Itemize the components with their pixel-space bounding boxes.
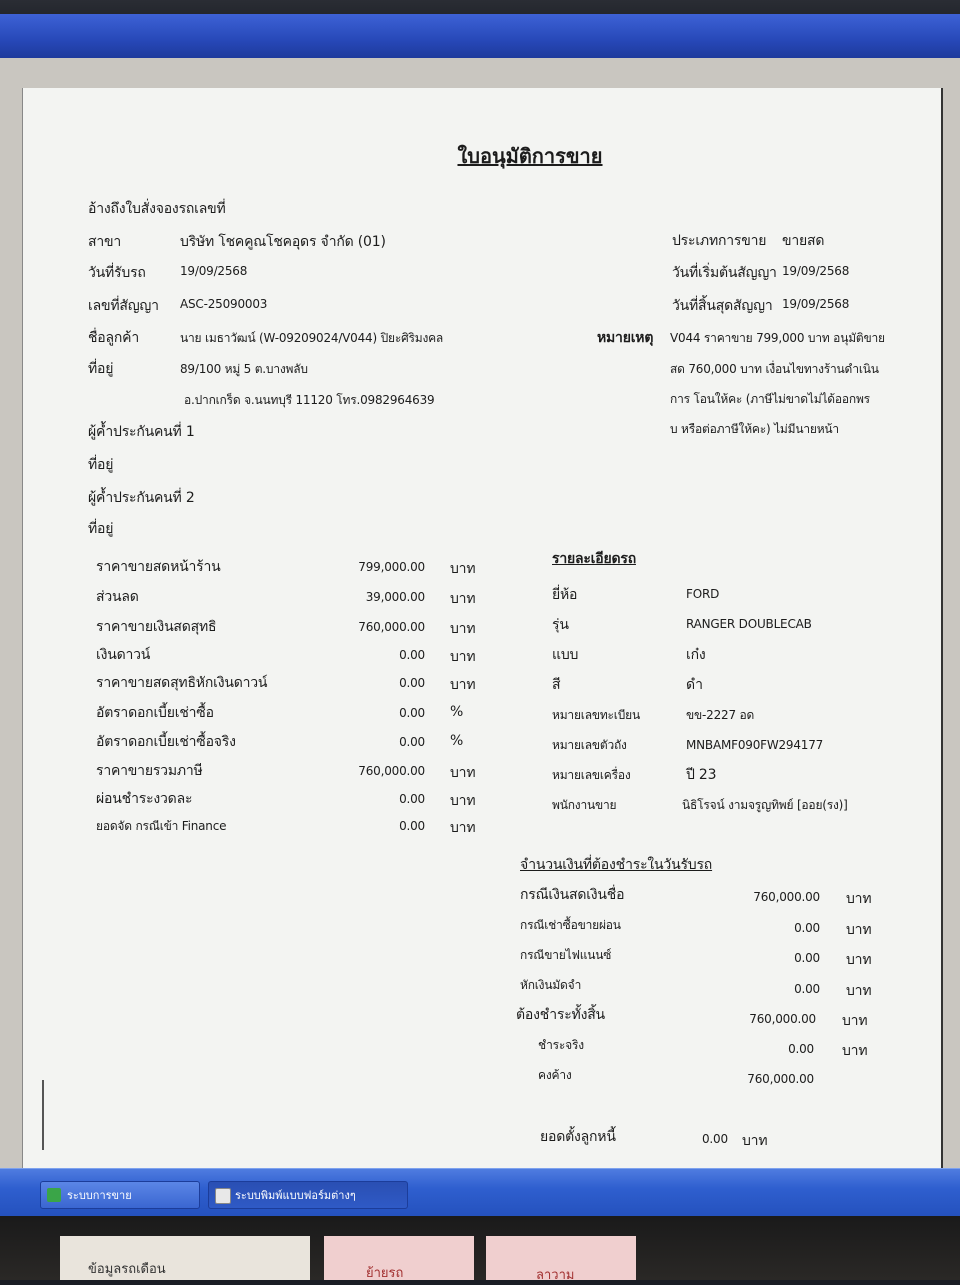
- price-unit: บาท: [450, 820, 476, 836]
- remark-label: หมายเหตุ: [597, 330, 654, 346]
- price-value: 0.00: [399, 706, 425, 720]
- price-label: ราคาขายสดหน้าร้าน: [96, 559, 221, 575]
- contract-start-label: วันที่เริ่มต้นสัญญา: [672, 265, 777, 281]
- remark-line: บ หรือต่อภาษีให้คะ) ไม่มีนายหน้า: [670, 422, 839, 436]
- price-unit: บาท: [450, 621, 476, 637]
- price-unit: บาท: [450, 765, 476, 781]
- car-detail-value: นิธิโรจน์ งามจรูญทิพย์ [ออย(รง)]: [682, 798, 848, 812]
- sale-type-value: ขายสด: [782, 233, 825, 249]
- desk-paper: [324, 1236, 474, 1280]
- customer-value: นาย เมธาวัฒน์ (W-09209024/V044) ปิยะศิริมงคล: [180, 331, 444, 345]
- car-detail-value: ดำ: [686, 677, 703, 693]
- payment-value: 0.00: [794, 921, 820, 935]
- payment-unit: บาท: [842, 1043, 868, 1059]
- price-unit: บาท: [450, 591, 476, 607]
- payment-value: 760,000.00: [749, 1012, 816, 1026]
- branch-label: สาขา: [88, 234, 122, 250]
- sale-type-label: ประเภทการขาย: [672, 233, 767, 249]
- contract-no-value: ASC-25090003: [180, 297, 268, 311]
- address-label: ที่อยู่: [88, 361, 114, 377]
- taskbar-item-label: ระบบการขาย: [67, 1189, 132, 1202]
- taskbar-item-sales[interactable]: [40, 1181, 200, 1209]
- car-detail-label: หมายเลขทะเบียน: [552, 708, 640, 722]
- guarantor-1-address-label: ที่อยู่: [88, 457, 114, 473]
- car-detail-label: รุ่น: [552, 617, 569, 633]
- receive-date-label: วันที่รับรถ: [88, 265, 146, 281]
- doc-icon: [215, 1188, 231, 1204]
- payment-label: หักเงินมัดจำ: [520, 978, 582, 992]
- payment-unit: บาท: [846, 922, 872, 938]
- desk-paper: [486, 1236, 636, 1283]
- payment-value: 760,000.00: [753, 890, 820, 904]
- car-detail-label: ยี่ห้อ: [552, 587, 578, 603]
- payment-unit: บาท: [842, 1013, 868, 1029]
- price-label: ยอดจัด กรณีเข้า Finance: [96, 819, 227, 833]
- address-line-2: อ.ปากเกร็ด จ.นนทบุรี 11120 โทร.0982964639: [184, 393, 435, 407]
- car-detail-label: สี: [552, 677, 561, 693]
- car-detail-label: หมายเลขตัวถัง: [552, 738, 627, 752]
- desk-note: ลาวาม: [536, 1268, 575, 1283]
- debt-unit: บาท: [742, 1133, 768, 1149]
- window-title-bar: [0, 14, 960, 58]
- debt-label: ยอดตั้งลูกหนี้: [540, 1129, 616, 1145]
- price-label: ผ่อนชำระงวดละ: [96, 791, 193, 807]
- guarantor-1-label: ผู้ค้ำประกันคนที่ 1: [88, 424, 195, 440]
- payment-unit: บาท: [846, 952, 872, 968]
- price-label: ส่วนลด: [96, 589, 139, 605]
- car-detail-label: หมายเลขเครื่อง: [552, 768, 631, 782]
- page-title: ใบอนุมัติการขาย: [457, 144, 603, 168]
- price-label: ราคาขายรวมภาษี: [96, 763, 203, 779]
- contract-end-label: วันที่สิ้นสุดสัญญา: [672, 298, 773, 314]
- car-detail-label: พนักงานขาย: [552, 798, 617, 812]
- price-unit: บาท: [450, 561, 476, 577]
- guarantor-2-label: ผู้ค้ำประกันคนที่ 2: [88, 490, 195, 506]
- price-unit: บาท: [450, 677, 476, 693]
- payment-section-title: จำนวนเงินที่ต้องชำระในวันรับรถ: [520, 857, 713, 873]
- price-unit: %: [450, 733, 464, 749]
- price-label: อัตราดอกเบี้ยเช่าซื้อจริง: [96, 734, 236, 750]
- car-detail-value: RANGER DOUBLECAB: [686, 617, 812, 631]
- page-edge-line: [42, 1080, 44, 1150]
- payment-label: ต้องชำระทั้งสิ้น: [516, 1007, 605, 1023]
- car-detail-value: MNBAMF090FW294177: [686, 738, 824, 752]
- debt-value: 0.00: [702, 1132, 728, 1146]
- price-unit: บาท: [450, 793, 476, 809]
- car-detail-value: ปี 23: [686, 767, 717, 783]
- guarantor-2-address-label: ที่อยู่: [88, 521, 114, 537]
- price-unit: %: [450, 704, 464, 720]
- price-label: ราคาขายเงินสดสุทธิ: [96, 619, 217, 635]
- desk-note: ย้ายรถ: [366, 1266, 404, 1281]
- payment-value: 760,000.00: [747, 1072, 814, 1086]
- car-detail-value: เก๋ง: [686, 647, 706, 663]
- price-value: 799,000.00: [358, 560, 425, 574]
- remark-line: สด 760,000 บาท เงื่อนไขทางร้านดำเนิน: [670, 362, 879, 376]
- price-unit: บาท: [450, 649, 476, 665]
- price-label: เงินดาวน์: [96, 647, 151, 663]
- payment-label: กรณีเช่าซื้อขายผ่อน: [520, 918, 621, 932]
- price-value: 0.00: [399, 648, 425, 662]
- taskbar: [0, 1168, 960, 1217]
- reference-label: อ้างถึงใบสั่งจองรถเลขที่: [88, 201, 226, 217]
- payment-label: ชำระจริง: [538, 1038, 584, 1052]
- customer-label: ชื่อลูกค้า: [88, 330, 139, 346]
- taskbar-item-label: ระบบพิมพ์แบบฟอร์มต่างๆ: [235, 1189, 356, 1202]
- contract-end-value: 19/09/2568: [782, 297, 850, 311]
- price-value: 0.00: [399, 735, 425, 749]
- car-detail-value: FORD: [686, 587, 720, 601]
- desk-note: ข้อมูลรถเดือน: [88, 1262, 166, 1277]
- remark-line: การ โอนให้คะ (ภาษีไม่ขาดไม่ได้ออกพร: [670, 392, 870, 406]
- car-section-title: รายละเอียดรถ: [552, 551, 636, 567]
- price-value: 0.00: [399, 819, 425, 833]
- app-icon: [47, 1188, 61, 1202]
- payment-unit: บาท: [846, 983, 872, 999]
- car-detail-value: ขข-2227 อด: [686, 708, 755, 722]
- price-value: 0.00: [399, 792, 425, 806]
- price-value: 760,000.00: [358, 620, 425, 634]
- price-value: 760,000.00: [358, 764, 425, 778]
- address-line-1: 89/100 หมู่ 5 ต.บางพลับ: [180, 362, 308, 376]
- taskbar-item-forms[interactable]: [208, 1181, 408, 1209]
- car-detail-label: แบบ: [552, 647, 579, 663]
- payment-label: กรณีขายไฟแนนซ์: [520, 948, 612, 962]
- price-label: อัตราดอกเบี้ยเช่าซื้อ: [96, 705, 214, 721]
- desk-paper: [60, 1236, 310, 1280]
- payment-unit: บาท: [846, 891, 872, 907]
- price-value: 39,000.00: [365, 590, 425, 604]
- receive-date-value: 19/09/2568: [180, 264, 248, 278]
- payment-label: กรณีเงินสดเงินชื่อ: [520, 887, 625, 903]
- payment-value: 0.00: [794, 982, 820, 996]
- price-label: ราคาขายสดสุทธิหักเงินดาวน์: [96, 675, 268, 691]
- payment-value: 0.00: [794, 951, 820, 965]
- contract-no-label: เลขที่สัญญา: [88, 298, 159, 314]
- payment-value: 0.00: [788, 1042, 814, 1056]
- branch-value: บริษัท โชคคูณโชคอุดร จำกัด (01): [180, 234, 386, 250]
- payment-label: คงค้าง: [538, 1068, 572, 1082]
- price-value: 0.00: [399, 676, 425, 690]
- remark-line: V044 ราคาขาย 799,000 บาท อนุมัติขาย: [670, 331, 885, 345]
- contract-start-value: 19/09/2568: [782, 264, 850, 278]
